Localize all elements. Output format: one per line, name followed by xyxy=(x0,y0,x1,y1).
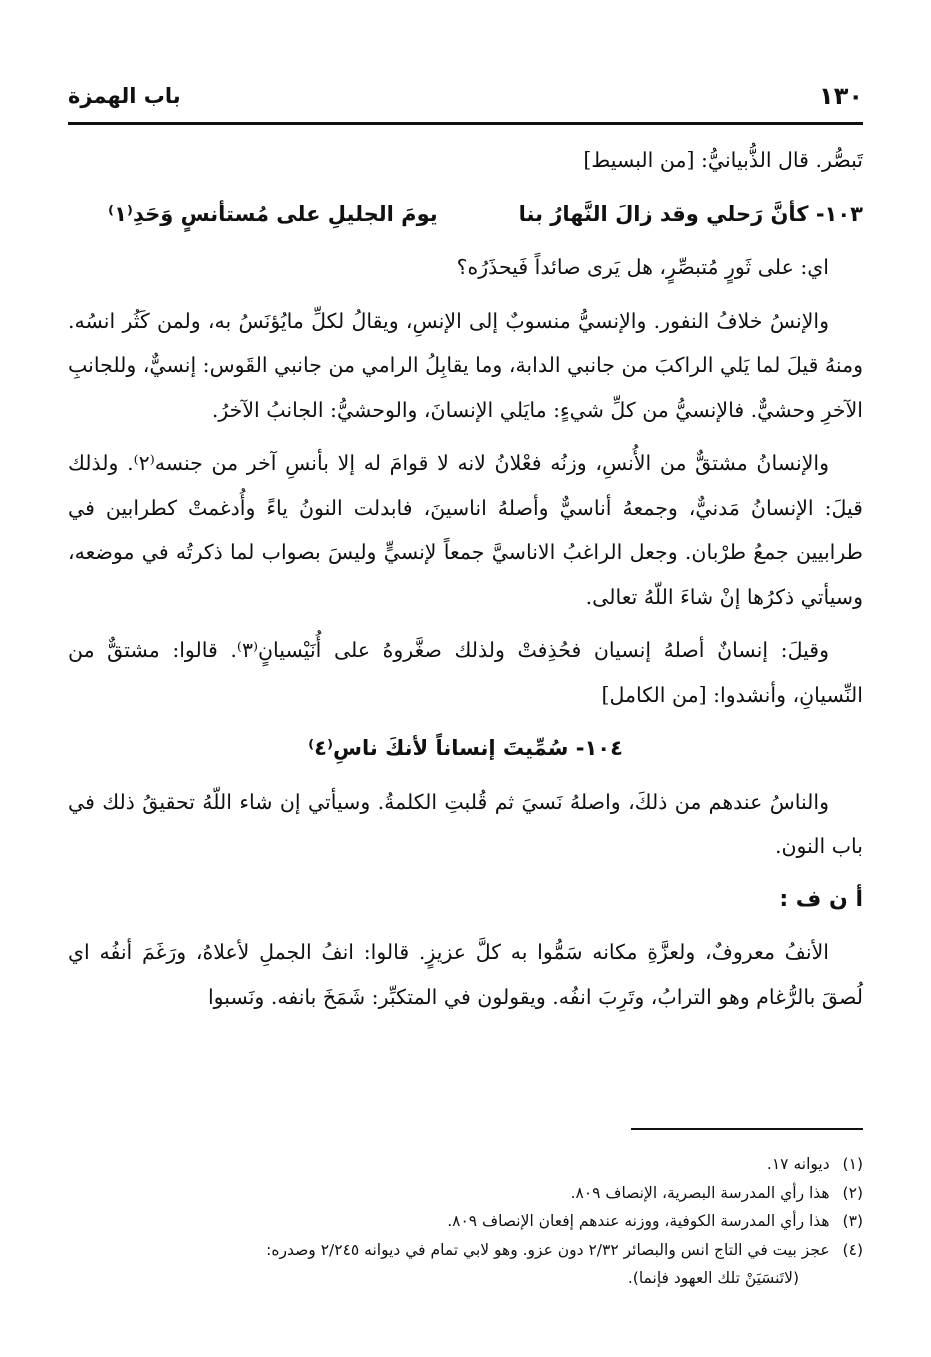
verse-103 xyxy=(68,192,863,237)
chapter-title: باب الهمزة xyxy=(68,84,181,108)
footnote xyxy=(68,1236,863,1265)
footnote-continuation: (لاتَنسَيَنْ تلك العهود فإنما). xyxy=(627,1269,799,1287)
paragraph: والناسُ عندهم من ذلكَ، واصلهُ نَسيَ ثم قُلبتِ الكلمةُ. وسيأتي إن شاء اللّهُ تحقيقُ ذلك في باب النون. xyxy=(68,789,863,858)
footnote-text: ديوانه ١٧. xyxy=(766,1155,830,1173)
footnote-number: (٢) xyxy=(842,1183,863,1202)
paragraph: اي: على ثَورٍ مُتبصِّرٍ، هل يَرى صائداً فَيحذَرُه؟ xyxy=(456,255,829,279)
paragraph: والإنسُ خلافُ النفور. والإنسيُّ منسوبٌ إلى الإنسِ، ويقالُ لكلِّ مايُؤنَسُ به، ولمن كَثُر انسُه. ومنهُ قيلَ لما يَلي الراكبَ من جانبي الدابة، وما يقابِلُ الرامي من جانبي القَوس: إنسيٌّ، وللجانبِ الآخرِ وحشيٌّ. فالإنسيُّ من كلِّ شيءٍ: مايَلي الإنسانَ، والوحشيُّ: الجانبُ الآخرُ. xyxy=(68,308,863,422)
paragraph: والإنسانُ مشتقٌّ من الأُنسِ، وزنُه فعْلانُ لانه لا قوامَ له إلا بأنسِ آخر من جنسه⁽٢⁾. ولذلك قيلَ: الإنسانُ مَدنيٌّ، وجمعهُ أناسيٌّ وأصلهُ اناسينَ، فابدلت النونُ ياءً وأُدغمتْ كطرابين في طرابيين جمعُ طرْبان. وجعل الراغبُ الاناسيَّ جمعاً لإنسيٍّ وليسَ بصواب لما ذكرتُه في موضعه، وسيأتي ذكرُها إنْ شاءَ اللّهُ تعالى. xyxy=(68,451,863,609)
footnote-number: (١) xyxy=(842,1155,863,1173)
verse-104: ١٠٤- سُمِّيتَ إنساناً لأنكَ ناسِ⁽٤⁾ xyxy=(308,736,623,760)
paragraph: تَبصُّر. قال الذُّبيانيُّ: [من البسيط] xyxy=(583,148,863,172)
footnote-text: هذا رأي المدرسة الكوفية، ووزنه عندهم إفعان الإنصاف ٨٠٩. xyxy=(447,1212,830,1230)
footnote-text: عجز بيت في التاج انس والبصائر ٢/٣٢ دون عزو. وهو لابي تمام في ديوانه ٢/٢٤٥ وصدره: xyxy=(266,1240,830,1259)
paragraph: الأنفُ معروفٌ، ولعزَّةِ مكانه سَمُّوا به كلَّ عزيزٍ. قالوا: انفُ الجملِ لأعلاهُ، ورَغَمَ أنفُه اي لُصقَ بالرُّغام وهو الترابُ، وتَرِبَ انفُه. ويقولون في المتكبِّر: شَمَخَ بانفه. ونَسبوا xyxy=(68,940,863,1009)
page-header xyxy=(68,78,863,125)
footnote-number: (٤) xyxy=(842,1240,863,1259)
page-number: ١٣٠ xyxy=(819,82,863,110)
footnote xyxy=(68,1207,863,1236)
verse-first-hemistich: ١٠٣- كأنَّ رَحلي وقد زالَ النَّهارُ بنا xyxy=(518,201,863,226)
footnote xyxy=(68,1150,863,1179)
paragraph: وقيلَ: إنسانٌ أصلهُ إنسيان فحُذِفتْ ولذلك صغَّروهُ على أُنَيْسيانٍ⁽٣⁾. قالوا: مشتقٌّ من النِّسيانِ، وأنشدوا: [من الكامل] xyxy=(68,638,863,707)
footnotes xyxy=(68,1150,863,1293)
footnote xyxy=(68,1179,863,1208)
main-text xyxy=(68,138,863,1028)
verse-second-hemistich: يومَ الجليلِ على مُستأنسٍ وَحَدِ⁽١⁾ xyxy=(108,201,438,226)
footnote-text: هذا رأي المدرسة البصرية، الإنصاف ٨٠٩. xyxy=(570,1183,830,1202)
footnote-number: (٣) xyxy=(842,1212,863,1230)
footnote-divider xyxy=(631,1128,863,1130)
section-heading: أ ن ف : xyxy=(779,886,863,912)
